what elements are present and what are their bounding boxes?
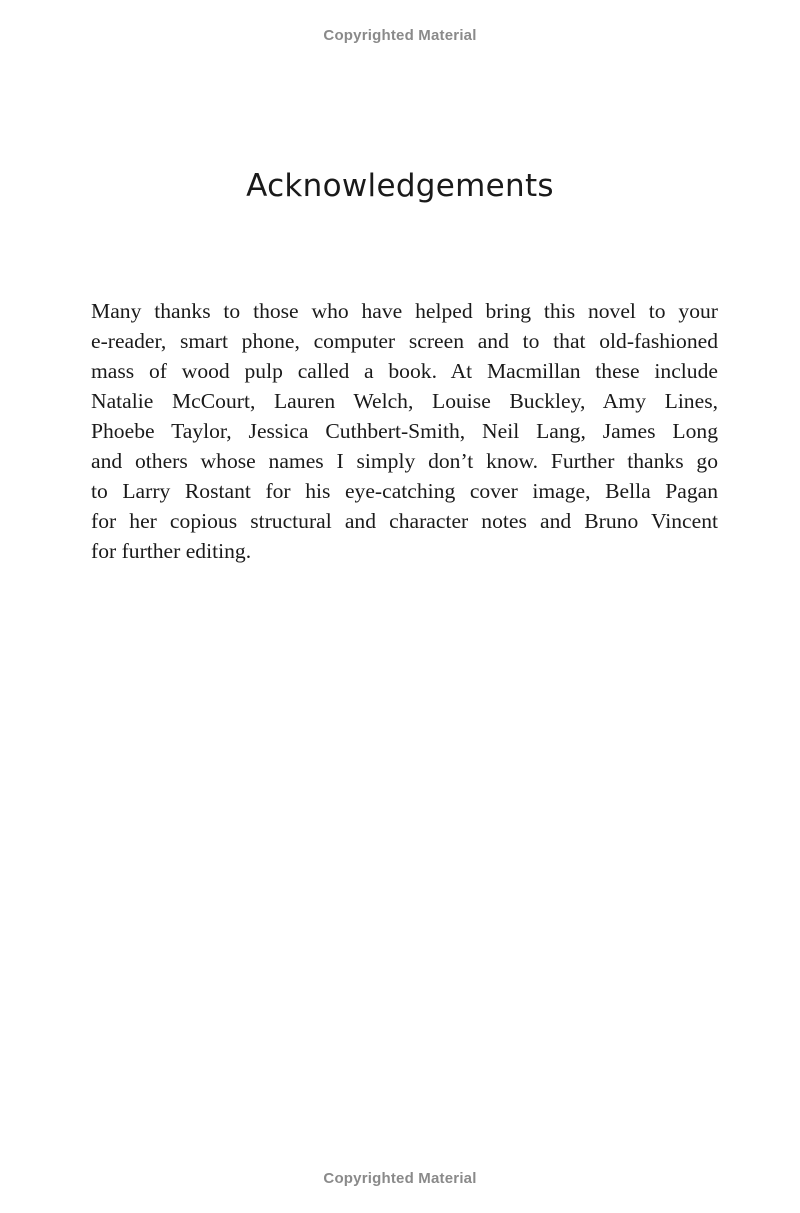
paragraph-line: Many thanks to those who have helped bring this novel to your: [91, 299, 718, 323]
paragraph-line: for further editing.: [91, 539, 252, 563]
copyright-watermark-top: Copyrighted Material: [323, 27, 477, 44]
paragraph-line: and others whose names I simply don’t know. Further thanks go: [91, 449, 718, 473]
paragraph-line: to Larry Rostant for his eye-catching cover image, Bella Pagan: [91, 479, 718, 503]
page-title: Acknowledgements: [246, 168, 554, 204]
acknowledgements-paragraph: [91, 296, 718, 566]
copyright-watermark-bottom: Copyrighted Material: [323, 1170, 477, 1187]
paragraph-line: e-reader, smart phone, computer screen and to that old-fashioned: [91, 329, 718, 353]
paragraph-line: mass of wood pulp called a book. At Macmillan these include: [91, 359, 718, 383]
paragraph-line: for her copious structural and character notes and Bruno Vincent: [91, 509, 718, 533]
paragraph-line: Natalie McCourt, Lauren Welch, Louise Buckley, Amy Lines,: [91, 389, 718, 413]
paragraph-line: Phoebe Taylor, Jessica Cuthbert-Smith, Neil Lang, James Long: [91, 419, 718, 443]
